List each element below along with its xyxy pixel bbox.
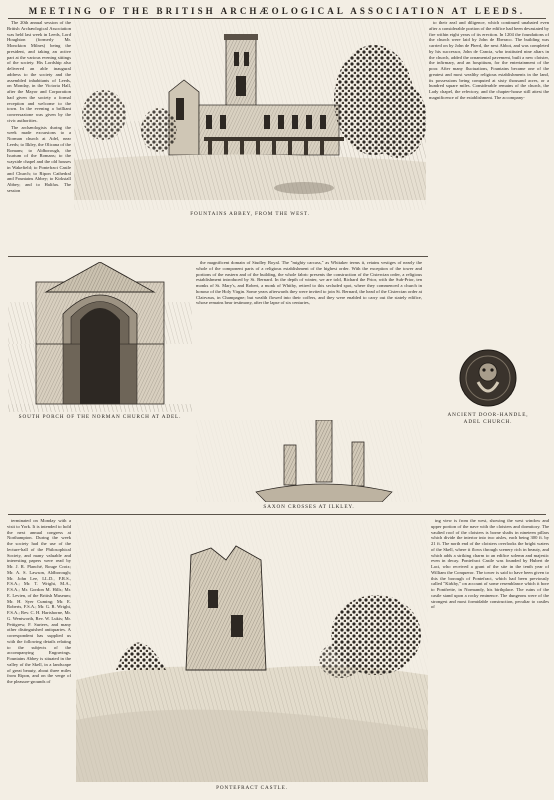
intro-text-column — [7, 20, 71, 251]
caption-door-handle-2: ADEL CHURCH. — [463, 419, 513, 425]
masthead-rule — [8, 18, 546, 19]
fountains-abbey-engraving — [74, 20, 426, 210]
caption-fountains-abbey: FOUNTAINS ABBEY, FROM THE WEST. — [190, 211, 310, 217]
middle-column-paragraph: the magnificent domain of Studley Royal. The "mighty carcass," as Whitaker terms it, retains vestiges of nearly the whole of the component parts of a religious establishment of the highest order. With the exception of the tower and portions of the eastern and of the building, the whole fabric presents the construction of the Cistercian order, a religious establishment introduced by St. Bernard. In the depth of winter, we are told, Richard the Prior, with the Sub-Prior, ten monks of St. Mary's, and Robert, a monk of Whitby, retired to this secluded spot, where they commenced a church in honour of the Holy Virgin. Some years afterwards they were invited to join St. Bernard, the head of the Cistercian order at Clairvaux, in Champagne; but wealth flowed into their coffers, and they were enabled to carry out the stately edifice, whose remains bear testimony, after the lapse of six centuries, — [196, 260, 422, 306]
saxon-crosses-engraving — [196, 420, 422, 502]
lower-section-rule — [8, 514, 546, 515]
caption-pontefract-castle: PONTEFRACT CASTLE. — [216, 785, 288, 791]
intro-paragraph: The 20th annual session of the British Archæological Association was held last week in Leeds, Lord Houghton (formerly Mr. Monckton Milnes) being the president, and taking an active part at the various evening sittings of the society. His Lordship also delivered an able inaugural address to the society and the assembled inhabitants of Leeds, on Monday, in the Victoria Hall, after the Mayor and Corporation had given the society a formal reception and welcome to the town. In the evening a brilliant conversazione was given by the civic authorities. — [7, 20, 71, 123]
masthead: MEETING OF THE BRITISH ARCHÆOLOGICAL ASSOCIATION AT LEEDS. — [28, 6, 526, 16]
right-column-paragraph: to their zeal and diligence, which continued unabated even after a considerable portion of the edifice had been devastated by fire within eight years of its erection. In 1204 the foundations of the church were laid by John de Eberaco. The building was carried on by John de Pherd, the next Abbot, and was completed by his successor, John de Cancia, who instituted nine altars in the church, added the ornamental pavement, built a new cloister, the infirmary, and an hospitium, for the entertainment of the poor. After many fluctuations, Fountains became one of the greatest and most wealthy religious establishments in the land, its possessions being computed at sixty thousand acres, or a hundred square miles. Considerable remains of the church, the Lady chapel, the refectory, and the chapter-house still attest the magnificence of the establishment. The accompany- — [429, 20, 549, 100]
middle-text-column — [196, 260, 422, 416]
lower-right-paragraph: ing view is from the west, showing the west window and upper portion of the nave with the cloisters and dormitory. The vaulted roof of the cloisters is borne shafts in nineteen pillars which divide the interior into two aisles, each being 300 ft. by 21 ft. The north end of the cloisters overlooks the bright waters of the Skell, where it flows through scenery rich in beauty, and which adds a striking charm to an edifice solemn and majestic even in decay. Pontefract Castle was founded by Hubert de Laci, who received a grant of the site in the tenth year of William the Conqueror. The tower is said to have been given to this the borough of Pontefract, which had been previously called "Kirkby," on account of some resemblance which it bore to Pontfreite, in Normandy, his birthplace. The ruins of the castle stand upon a rocky eminence. The dungeons were of the strongest and most formidable construction, peculiar to castles of — [431, 518, 549, 610]
caption-saxon-crosses: SAXON CROSSES AT ILKLEY. — [263, 504, 355, 510]
lower-right-text-column — [431, 518, 549, 794]
caption-door-handle-1: ANCIENT DOOR-HANDLE, — [447, 412, 529, 418]
right-text-column — [429, 20, 549, 338]
pontefract-castle-engraving — [76, 520, 428, 782]
section-rule — [8, 256, 428, 257]
intro-paragraph-2: The archæologists during the week made excursions to a Norman church at Adel, near Leeds; to Ilkley, the Olicana of the Romans; to Aldborough, the Isurium of the Romans; to the wayside chapel and the old houses in Wakefield; to Pontefract Castle and Church; to Ripon Cathedral and Fountains Abbey; to Kirkstall Abbey; and to Halifax. The session — [7, 124, 71, 193]
caption-adel-porch: SOUTH PORCH OF THE NORMAN CHURCH AT ADEL. — [18, 414, 182, 420]
lower-left-text-column — [7, 518, 71, 794]
lower-left-paragraph: terminated on Monday with a visit to York. It is intended to hold the next annual congress at Northampton. During the week the society had the use of the lecture-hall of the Philosophical Society, and many valuable and interesting papers were read by Mr. J. R. Planché, Rouge Croix; Mr. A. S. Lawson, Aldborough; Mr. John Lee, LL.D., F.R.S., F.S.A.; Mr. T. Wright, M.A., F.S.A.; Mr. Gordon M. Hills; Mr. E. Levien, of the British Museum; Mr. H. Syer Cuming; Mr. E. Roberts, F.S.A.; Mr. G. R. Wright, F.S.A.; Rev. C. H. Hartshorne, Mr. G. Wentworth, Rev. W. Lukis; Mr. Pettigrew, F. Surtees, and many other distinguished antiquaries. A correspondent has supplied us with the following details relating to the subjects of the accompanying Engravings. Fountains Abbey is situated in the valley of the Skell, in a landscape of great beauty, about three miles from Ripon, and on the verge of the pleasure-grounds of — [7, 518, 71, 684]
door-handle-engraving — [456, 346, 520, 410]
adel-porch-engraving — [8, 262, 192, 344]
adel-porch-lower-engraving — [8, 344, 192, 412]
